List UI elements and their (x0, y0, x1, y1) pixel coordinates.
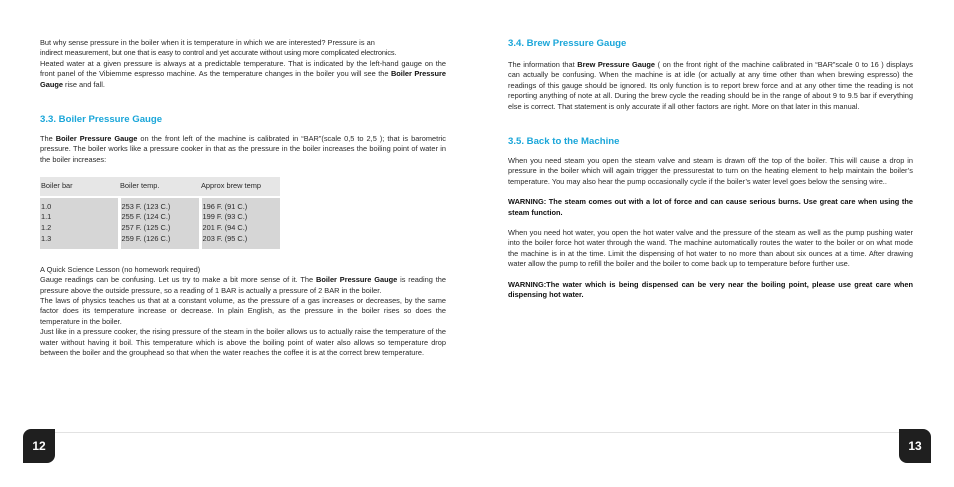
intro-line-3-end: rise and fall. (63, 79, 105, 89)
page-number-left: 12 (23, 429, 55, 463)
right-page-column (508, 38, 913, 301)
hot-water-warning: WARNING:The water which is being dispensed can be very near the boiling point, please use great care when dispensing hot water. (508, 279, 913, 300)
science-lesson-title: A Quick Science Lesson (no homework required) (40, 264, 201, 274)
cell-temp-3: 257 F. (125 C.) (121, 223, 171, 233)
table-header-brew-temp: Approx brew temp (200, 177, 280, 196)
footer-divider (40, 432, 914, 433)
s33-bold-term: Boiler Pressure Gauge (55, 134, 138, 144)
cell-brew-4: 203 F. (95 C.) (202, 234, 248, 244)
s34-text-post: ( on the front right of the machine calibrated in “BAR”scale 0 to 16 ) displays can actually be confusing. When the machine is at idle (or actually at any time other than when brewing espresso) the readings of this gauge should be ignored. Its only function is to report brew force and at any other time the reading is not reporting anything of note at all. During the brew cycle the reading should be in the range of about 9 to 9.5 bar if everything else is correct. That statement is only accurate if all other factors are right. More on that later in this manual. (508, 60, 913, 111)
lesson-bold-term: Boiler Pressure Gauge (315, 275, 398, 285)
cell-temp-2: 255 F. (124 C.) (121, 212, 171, 222)
table-row (40, 197, 280, 249)
section-3-4-heading: 3.4. Brew Pressure Gauge (508, 38, 627, 49)
boiler-gauge-term: Boiler Pressure Gauge (40, 69, 446, 89)
section-3-3-paragraph (40, 134, 446, 165)
cell-bar-2: 1.1 (41, 212, 52, 222)
section-3-3-heading: 3.3. Boiler Pressure Gauge (40, 114, 163, 126)
cell-brew-3: 201 F. (94 C.) (202, 223, 248, 233)
s34-bold-term: Brew Pressure Gauge (577, 60, 656, 69)
s33-text-post: on the front left of the machine is calibrated in “BAR”(scale 0,5 to 2,5 ); that is barometric pressure. The boiler works like a pressure cooker in that as the pressure in the boiler increases the boiling point of water in the boiler increases: (40, 134, 446, 164)
cell-brew-1: 196 F. (91 C.) (202, 201, 248, 211)
table-header-boiler-temp: Boiler temp. (119, 177, 200, 196)
table-header-boiler-bar: Boiler bar (40, 177, 119, 196)
page-number-right: 13 (899, 429, 931, 463)
intro-line-3: Heated water at a given pressure is always at a predictable temperature. That is indicated by the left-hand gauge on the front panel of the Vibiemme espresso machine. As the temperature changes in the boiler you will see the (40, 58, 446, 79)
cell-brew-2: 199 F. (93 C.) (202, 212, 248, 222)
intro-line-2: indirect measurement, but one that is easy to control and yet accurate without using more complicated electronics. (40, 48, 397, 58)
lesson-p1-pre: Gauge readings can be confusing. Let us try to make a bit more sense of it. The (40, 275, 316, 285)
section-3-4-paragraph (508, 60, 913, 112)
cell-temp-4: 259 F. (126 C.) (121, 234, 171, 244)
section-3-5-paragraph-2: When you need hot water, you open the hot water valve and the pressure of the steam as well as the pump pushing water into the boiler force hot water through the wand. The machine automatically routes the water to the boiler or on what mode the machine is in at the time. Limit the dispensing of hot water to no more than about six ounces at a time. After drawing water allow the pump to refill the boiler and the boiler to come back up to temperature before further use. (508, 228, 913, 269)
science-lesson-p2: The laws of physics teaches us that at a constant volume, as the pressure of a gas increases or decreases, by the same factor does its temperature increase or decrease. In plain English, as the pressure in the boiler rises so does the temperature in the boiler. (40, 296, 446, 326)
steam-warning: WARNING: The steam comes out with a lot of force and can cause serious burns. Use great care when using the steam function. (508, 197, 913, 217)
section-3-5-paragraph-1: When you need steam you open the steam valve and steam is drawn off the top of the boiler. This will cause a drop in pressure in the boiler which will again trigger the pressurestat to turn on the heating element to help maintain the boiler’s temperature. You may also hear the pump occasionally cycle if the boiler’s water level goes below the sensing wire.. (508, 156, 913, 186)
intro-line-1: But why sense pressure in the boiler when it is temperature in which we are interested? Pressure is an (40, 38, 375, 47)
cell-bar-4: 1.3 (41, 234, 52, 244)
science-lesson-p3: Just like in a pressure cooker, the rising pressure of the steam in the boiler allows us to actually raise the temperature of the water without having it boil. This temperature which is above the boiling point of water also allows so temperature drop between the boiler and the grouphead so that when the water reaches the coffee it is at the correct brew temperature. (40, 327, 446, 358)
left-page-column (40, 38, 446, 359)
cell-bar-3: 1.2 (41, 223, 52, 233)
section-3-5-heading: 3.5. Back to the Machine (508, 136, 620, 148)
table-col-brew (200, 197, 280, 249)
table-col-bar (40, 197, 119, 249)
intro-paragraph (40, 38, 446, 90)
lesson-p1-post: is reading the pressure above the outside pressure, so a reading of 1 BAR is actually a pressure of 2 BAR in the boiler. (40, 275, 446, 295)
cell-bar-1: 1.0 (41, 201, 52, 211)
table-col-temp (119, 197, 200, 249)
cell-temp-1: 253 F. (123 C.) (121, 201, 171, 211)
s33-text-pre: The (40, 134, 56, 144)
boiler-temperature-table (40, 177, 280, 249)
science-lesson-p1 (40, 275, 446, 296)
s34-text-pre: The information that (508, 60, 578, 69)
